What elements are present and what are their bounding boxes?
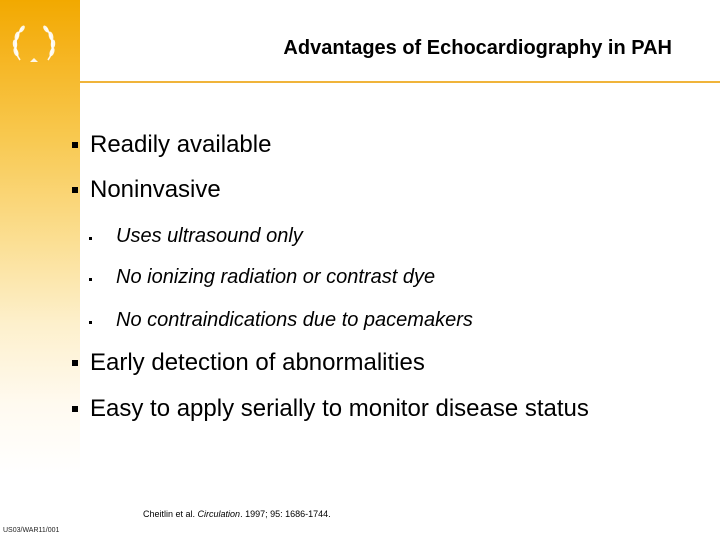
square-bullet-icon <box>72 187 78 193</box>
bullet-text: Easy to apply serially to monitor disease status <box>90 395 589 422</box>
square-bullet-icon <box>89 321 92 324</box>
square-bullet-icon <box>89 278 92 281</box>
slide-id: US03/WAR11/001 <box>3 527 60 534</box>
bullet-text: Noninvasive <box>90 176 221 203</box>
sub-bullet-text: No contraindications due to pacemakers <box>116 309 473 331</box>
citation <box>143 509 331 519</box>
square-bullet-icon <box>72 406 78 412</box>
sub-bullet-text: Uses ultrasound only <box>116 225 303 247</box>
square-bullet-icon <box>72 360 78 366</box>
citation-details: . 1997; 95: 1686-1744. <box>240 509 331 519</box>
citation-journal: Circulation <box>197 509 241 519</box>
square-bullet-icon <box>72 142 78 148</box>
slide-title: Advantages of Echocardiography in PAH <box>283 37 672 59</box>
sub-bullet-text: No ionizing radiation or contrast dye <box>116 266 436 288</box>
square-bullet-icon <box>89 237 92 240</box>
bullet-text: Early detection of abnormalities <box>90 349 425 376</box>
citation-authors: Cheitlin et al. <box>143 509 198 519</box>
bullet-text: Readily available <box>90 131 272 158</box>
